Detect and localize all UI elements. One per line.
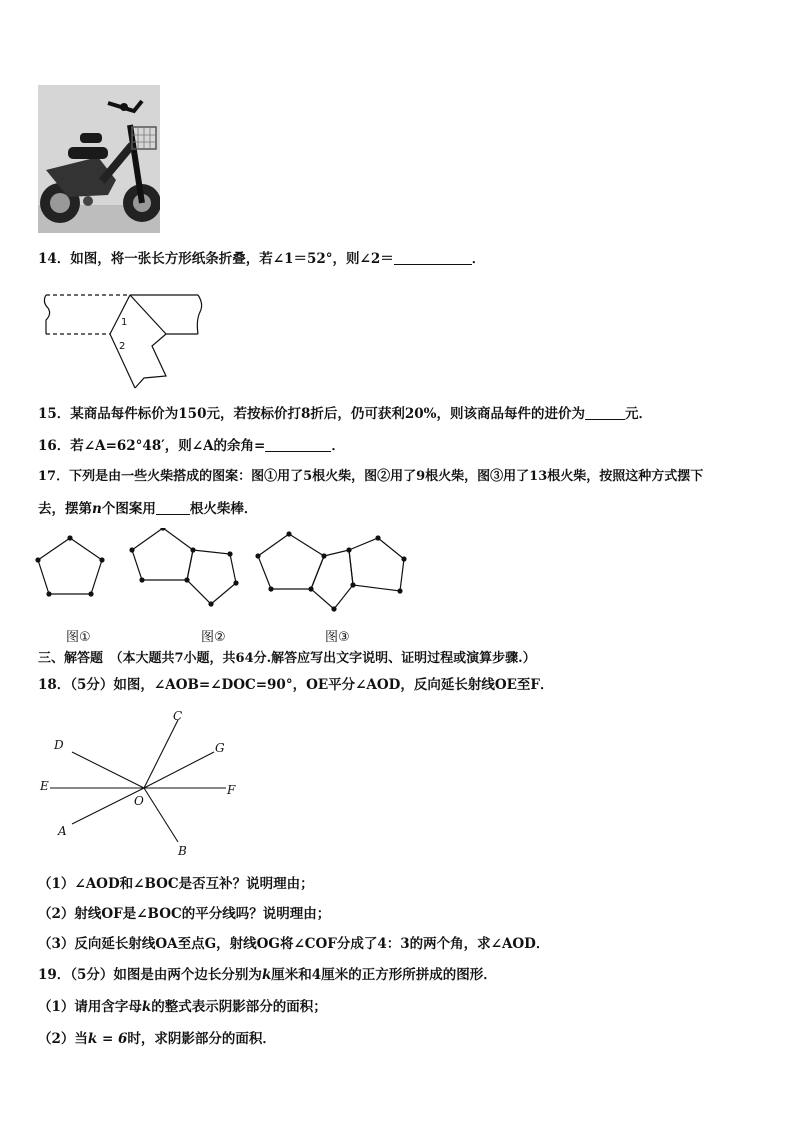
question-18-part-1 — [38, 875, 314, 893]
point-label-c: C — [173, 709, 183, 723]
point-label-b: B — [178, 844, 187, 858]
variable-k: k — [261, 967, 272, 983]
question-14-text: 14．如图，将一张长方形纸条折叠，若∠1＝52°，则∠2＝ — [38, 251, 394, 267]
figure-caption-3: 图③ — [325, 630, 350, 645]
answer-blank — [394, 250, 472, 265]
question-19-part-2-a: （2）当 — [38, 1031, 88, 1047]
question-17-line-1 — [38, 468, 703, 486]
section-3-text: 三、解答题 （本大题共7小题，共64分.解答应写出文字说明、证明过程或演算步骤.） — [38, 651, 536, 666]
question-19-text-b: 厘米和4厘米的正方形所拼成的图形． — [271, 967, 497, 983]
point-label-f: F — [227, 783, 236, 797]
question-15 — [38, 405, 652, 423]
question-17-text-2c: 根火柴棒． — [189, 501, 258, 517]
question-15-end: 元． — [624, 406, 652, 422]
angle-2-label: 2 — [119, 341, 126, 352]
question-18-part-2 — [38, 905, 330, 923]
question-19-part-2 — [38, 1030, 276, 1048]
question-18 — [38, 676, 554, 694]
question-17-text-2a: 去，摆第 — [38, 501, 92, 517]
question-19-part-2-b: 时，求阴影部分的面积． — [127, 1031, 276, 1047]
question-14-end: ． — [471, 251, 486, 267]
question-18-part-1-text: （1）∠AOD和∠BOC是否互补？说明理由； — [38, 876, 314, 892]
matchstick-figures — [30, 528, 420, 624]
question-17-line-2 — [38, 500, 257, 518]
equation-k-6: k = 6 — [87, 1031, 128, 1047]
question-16-text: 16．若∠A=62°48′，则∠A的余角= — [38, 438, 266, 454]
folded-strip-diagram — [40, 290, 210, 390]
question-19-part-1 — [38, 998, 327, 1016]
point-label-e: E — [40, 779, 49, 793]
question-18-text: 18．（5分）如图，∠AOB=∠DOC=90°，OE平分∠AOD，反向延长射线OE至F． — [38, 677, 554, 693]
question-16 — [38, 437, 345, 455]
question-14 — [38, 250, 485, 268]
question-18-part-2-text: （2）射线OF是∠BOC的平分线吗？说明理由； — [38, 906, 331, 922]
scooter-photo — [38, 85, 160, 233]
variable-k: k — [141, 999, 152, 1015]
question-18-part-3-text: （3）反向延长射线OA至点G，射线OG将∠COF分成了4：3的两个角，求∠AOD． — [38, 936, 550, 952]
question-19-text-a: 19．（5分）如图是由两个边长分别为 — [38, 967, 262, 983]
question-17-text-1: 17．下列是由一些火柴搭成的图案：图①用了5根火柴，图②用了9根火柴，图③用了13根火柴，按照这种方式摆下 — [38, 469, 704, 484]
answer-blank — [156, 500, 190, 515]
point-label-d: D — [54, 738, 64, 752]
figure-caption-2: 图② — [201, 630, 226, 645]
question-19-part-1-a: （1）请用含字母 — [38, 999, 142, 1015]
point-label-o: O — [134, 794, 144, 808]
variable-n: n — [92, 501, 102, 517]
question-16-end: ． — [331, 438, 345, 454]
point-label-g: G — [215, 741, 225, 755]
question-15-text: 15．某商品每件标价为150元，若按标价打8折后，仍可获利20%，则该商品每件的进价为 — [38, 406, 585, 422]
question-19-part-1-b: 的整式表示阴影部分的面积； — [151, 999, 327, 1015]
point-label-a: A — [58, 824, 67, 838]
rays-diagram — [36, 704, 246, 864]
answer-blank — [265, 437, 331, 452]
section-3-heading — [38, 650, 536, 668]
question-19 — [38, 966, 497, 984]
question-18-part-3 — [38, 935, 549, 953]
question-17-text-2b: 个图案用 — [101, 501, 156, 517]
answer-blank — [585, 405, 625, 420]
figure-caption-1: 图① — [66, 630, 91, 645]
angle-1-label: 1 — [121, 317, 128, 328]
